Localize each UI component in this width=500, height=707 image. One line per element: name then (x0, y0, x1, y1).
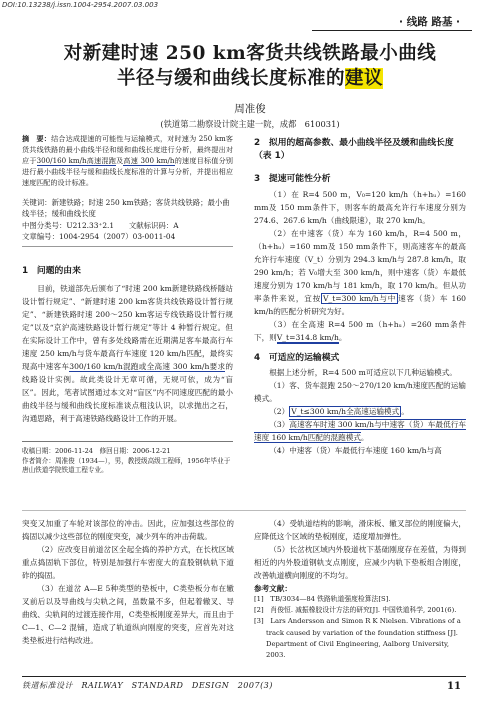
analysis-para-2 (254, 227, 466, 318)
mode-3-num: （3） (269, 420, 290, 429)
section-heading-2: 2 拟用的超高参数、最小曲线半径及缓和曲线长度（表 1） (254, 138, 454, 161)
references-title: 参考文献： (254, 584, 292, 593)
article-title-line2 (0, 67, 500, 91)
right-column (254, 137, 466, 457)
author: 周准俊 (234, 103, 266, 115)
references-list (254, 594, 466, 661)
recommendation-4: （4）受轨道结构的影响，滑床板、辙叉部位的刚度偏大，应降低这个区域的垫板刚度，适度增加弹性。 (254, 519, 466, 541)
bottom-left-column (22, 517, 234, 647)
mode-2-tail: 。 (401, 407, 409, 416)
footnote-bio: 作者简介：周准俊（1934—），男，教授级高级工程师，1956年毕业于唐山铁道学院铁道工程专业。 (22, 456, 231, 474)
section-heading-4: 4 可适应的运输模式 (254, 353, 340, 363)
abstract-underline-2: 高速 300 km/h (123, 156, 175, 165)
abstract-text-2: 及 (116, 156, 124, 165)
abstract-text: 结合达成提速的可能性与运输模式，对时速为 250 km客货共线铁路的最小曲线半径和缓和曲线长度进行分析，最终提出对应于 (22, 134, 234, 165)
clc-code: 中图分类号：U212.33⁺2.1 文献标识码：A (22, 221, 179, 230)
mode-1: （1）客、货车混跑 250～270/120 km/h速度匹配的运输模式。 (254, 381, 466, 403)
mode-intro: 根据上述分析，R=4 500 m可适应以下几种运输模式。 (269, 368, 457, 377)
title-text: 半径与缓和曲线长度标准的 (116, 68, 345, 89)
recommendation-2: （2）应改变目前道岔区全起全捣的养护方式，在长枕区域重点捣固轨下部位，特别是加强行车密度大的直股钢轨轨下道砟的捣固。 (22, 545, 234, 580)
intro-tail: 的线路设计实例。故此类设计无章可循，无规可依，成为“盲区”。因此，笔者试图通过本文对“盲区”内不同速度匹配的最小曲线半径与缓和曲线长度标准谈点粗浅认识，以求抛出之石，沟通思路，利于高速铁路线路设计工作的开展。 (22, 362, 234, 423)
abstract-text-3: 的速度目标值分别进行最小曲线半径与缓和曲线长度标准的计算与分析，并提出相应速度匹配的设计标准。 (22, 156, 234, 187)
speed-underline: V_t=314.8 km/h (276, 333, 339, 342)
footer-rule (22, 676, 466, 677)
analysis-tail-2: 速客（货）车 160 km/h的匹配分析研究为好。 (254, 294, 466, 316)
section-heading-3: 3 提速可能性分析 (254, 174, 331, 184)
keywords: 关键词：新建铁路；时速 250 km铁路；客货共线铁路；最小曲线半径；缓和曲线长度 (22, 198, 230, 218)
footnote-dates: 收稿日期：2006-11-24 修回日期：2006-12-21 (22, 447, 171, 455)
recommendation-3: （3）在道岔 A—E 5种类型的垫板中，C类垫板分布在辙叉前后以及导曲线与尖轨之间，虽数量不多，但起着辙叉、导曲线、尖轨间的过渡连接作用，C类垫板刚度差异大，而且由于 C—1、C—2 混铺，造成了轨道纵向刚度的突变，应首先对这类垫板进行结构改进。 (22, 584, 234, 645)
footnote-divider (22, 441, 233, 442)
article-number: 文章编号：1004-2954（2007）03-0011-04 (22, 232, 176, 241)
reference-item: [3] Lars Andersson and Simon R K Nielsen. Vibrations of a track caused by variation of the foundation stiffness [J]. Department of Civil Engineering, Aalborg University, 2003. (254, 617, 461, 660)
header-rule (312, 30, 472, 31)
continued-para: 突变又加重了车轮对该部位的冲击。因此，应加强这些部位的捣固以减少这些部位的刚度突变，减少列车的冲击荷载。 (22, 519, 234, 541)
mode-3 (254, 418, 466, 444)
analysis-para-1: （1）在 R=4 500 m，V₀=120 km/h（h+hᵤ）=160 mm及 150 mm条件下，则客车的最高允许行车速度分别为 274.6、267.6 km/h（曲线限速），取 270 km/h。 (254, 190, 466, 225)
intro-paragraph (22, 282, 233, 425)
recommendation-5: （5）长岔枕区域内外股道枕下基础刚度存在差值，为得到相近的内外股道钢轨支点刚度，应减少内轨下垫板组合刚度，改善轨道横向刚度的不均匀。 (254, 545, 466, 580)
mode-2 (254, 405, 466, 418)
analysis-tail-3: 。 (338, 333, 347, 342)
abstract-label: 摘 要： (22, 134, 52, 143)
title-highlight: 建议 (345, 68, 384, 89)
page-number: 11 (447, 681, 461, 692)
left-column (22, 263, 233, 425)
journal-footer: 铁道标准设计 RAILWAY STANDARD DESIGN 2007(3) (22, 681, 273, 690)
boxed-speed: V_t=300 km/h与中 (322, 294, 397, 303)
mode-4: （4）中速客（货）车最低行车速度 160 km/h与高 (269, 446, 442, 455)
bottom-right-column (254, 517, 466, 661)
mode-2-boxed: V_t≤300 km/h全高速运输模式 (291, 407, 400, 416)
intro-text: 目前，铁道部先后颁布了“时速 200 km新建铁路线桥隧站设计暂行规定”、“新建时速 200 km客货共线铁路设计暂行规定”、“新建铁路时速 200～250 km客运专线铁路设计暂行规定”以及“京沪高速铁路设计暂行规定”等计 4 种暂行规定。但在实际设计工作中，曾有多处线路需在近期满足客车最高行车速度 250 km/h与货车最高行车速度 120 km/h匹配，最终实现高中速客车 (22, 284, 233, 371)
abstract-divider (22, 246, 233, 247)
analysis-text-3: （3）在全高速 R=4 500 m（h+hᵤ）=260 mm条件下，则 (254, 320, 466, 342)
abstract (22, 133, 233, 188)
analysis-text-2: （2）在中速客（货）车为 160 km/h，R=4 500 m，（h+hᵤ）=160 mm及 150 mm条件下，则高速客车的最高允许行车速度（V_t）分别为 294.3 km/h与 287.8 km/h，取 290 km/h；若 V₀增大至 300 km/h，则中速客（货）车最低速度分别为 170 km/h与 181 km/h，取 170 km/h。但从功率条件来说，宜按 (254, 229, 466, 303)
reference-item: [2] 肖俊恒. 减振橡胶设计方法的研究[J]. 中国铁道科学, 2001(6). (254, 606, 457, 615)
abstract-underline-1: 300/160 km/h高速混跑 (36, 156, 117, 165)
mode-3-boxed: 高速客车时速 300 km/h与中速客（货）车最低行车速度 160 km/h匹配的混跑模式 (254, 420, 466, 442)
mode-3-tail: 。 (360, 433, 369, 442)
doi-header: DOI:10.13238/j.issn.1004-2954.2007.03.003 (2, 1, 159, 9)
affiliation: (铁道第二勘察设计院主建一院，成都 610031) (160, 119, 340, 129)
page-break-rule (22, 510, 466, 511)
article-title-line1: 对新建时速 250 km客货共线铁路最小曲线 (63, 43, 437, 64)
intro-underline: 300/160 km/h混跑或全高速 300 km/h要求 (69, 362, 226, 371)
section-heading-1: 1 问题的由来 (22, 266, 81, 276)
analysis-para-3 (254, 318, 466, 344)
reference-item: [1] TB/3034—84 铁路轨道强度检算法[S]. (254, 595, 391, 603)
footnote (22, 447, 233, 476)
section-tag: · 线路 路基 · (399, 16, 460, 28)
mode-2-num: （2） (269, 407, 290, 416)
